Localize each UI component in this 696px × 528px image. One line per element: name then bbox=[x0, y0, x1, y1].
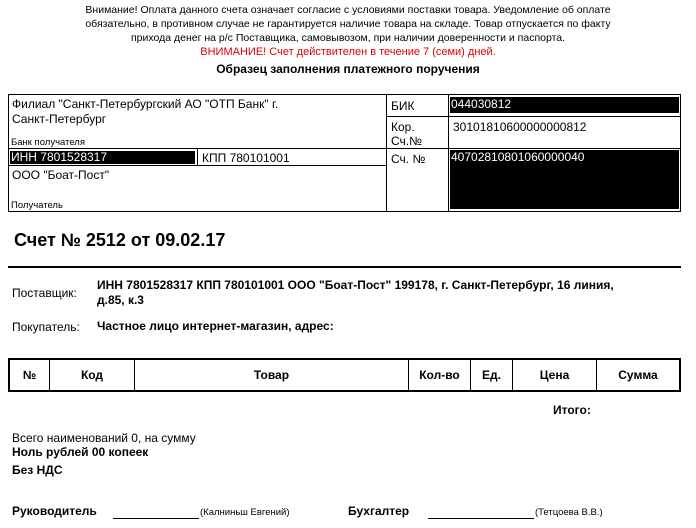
corr-label-2: Сч.№ bbox=[391, 134, 422, 148]
sample-title: Образец заполнения платежного поручения bbox=[216, 62, 480, 76]
account-label: Сч. № bbox=[391, 152, 426, 166]
notice-line: прихода денег на р/с Поставщика, самовывозом, при наличии доверенности и паспорта. bbox=[130, 32, 566, 44]
title-divider bbox=[8, 266, 681, 268]
sum-in-words: Ноль рублей 00 копеек bbox=[12, 445, 149, 459]
col-sum: Сумма bbox=[618, 368, 658, 382]
bik-value: 044030812 bbox=[450, 97, 679, 113]
recipient-name: ООО "Боат-Пост" bbox=[12, 168, 110, 182]
payment-notice bbox=[0, 3, 696, 45]
col-price: Цена bbox=[539, 368, 570, 382]
director-signature-line bbox=[113, 518, 199, 519]
accountant-name: (Тетцоева В.В.) bbox=[535, 507, 603, 518]
notice-line: Внимание! Оплата данного счета означает согласие с условиями поставки товара. Уведомление об оплате bbox=[85, 4, 611, 16]
accountant-label: Бухгалтер bbox=[348, 504, 410, 518]
bik-label: БИК bbox=[391, 99, 415, 113]
account-value: 40702810801060000040 bbox=[450, 150, 679, 209]
buyer-value: Частное лицо интернет-магазин, адрес: bbox=[97, 319, 334, 333]
buyer-label: Покупатель: bbox=[12, 320, 80, 334]
invoice-title: Счет № 2512 от 09.02.17 bbox=[14, 230, 226, 250]
col-product: Товар bbox=[253, 368, 290, 382]
bank-name-line2: Санкт-Петербург bbox=[12, 112, 107, 126]
col-unit: Ед. bbox=[482, 368, 501, 382]
total-label: Итого: bbox=[553, 403, 591, 417]
items-count-line: Всего наименований 0, на сумму bbox=[12, 431, 196, 445]
recipient-bank-label: Банк получателя bbox=[11, 137, 85, 148]
col-code: Код bbox=[80, 368, 104, 382]
director-label: Руководитель bbox=[12, 504, 97, 518]
notice-line: обязательно, в противном случае не гарантируется наличие товара на складе. Товар отпускается по факту bbox=[85, 18, 611, 30]
corr-label-1: Кор. bbox=[391, 120, 415, 134]
col-number: № bbox=[22, 368, 37, 382]
director-name: (Калниньш Евгений) bbox=[200, 507, 290, 518]
vat-note: Без НДС bbox=[12, 463, 63, 477]
col-quantity: Кол-во bbox=[419, 368, 460, 382]
supplier-label: Поставщик: bbox=[12, 286, 77, 300]
supplier-line1: ИНН 7801528317 КПП 780101001 ООО "Боат-Пост" 199178, г. Санкт-Петербург, 16 линия, bbox=[97, 278, 614, 292]
supplier-line2: д.85, к.3 bbox=[97, 293, 144, 307]
recipient-inn: ИНН 7801528317 bbox=[10, 151, 195, 164]
bank-name-line1: Филиал "Санкт-Петербургский АО "ОТП Банк" г. bbox=[12, 97, 279, 111]
validity-warning: ВНИМАНИЕ! Счет действителен в течение 7 (семи) дней. bbox=[200, 46, 496, 58]
recipient-label: Получатель bbox=[11, 200, 63, 211]
accountant-signature-line bbox=[428, 518, 534, 519]
corr-account-value: 30101810600000000812 bbox=[453, 120, 587, 134]
recipient-kpp: КПП 780101001 bbox=[202, 151, 290, 165]
